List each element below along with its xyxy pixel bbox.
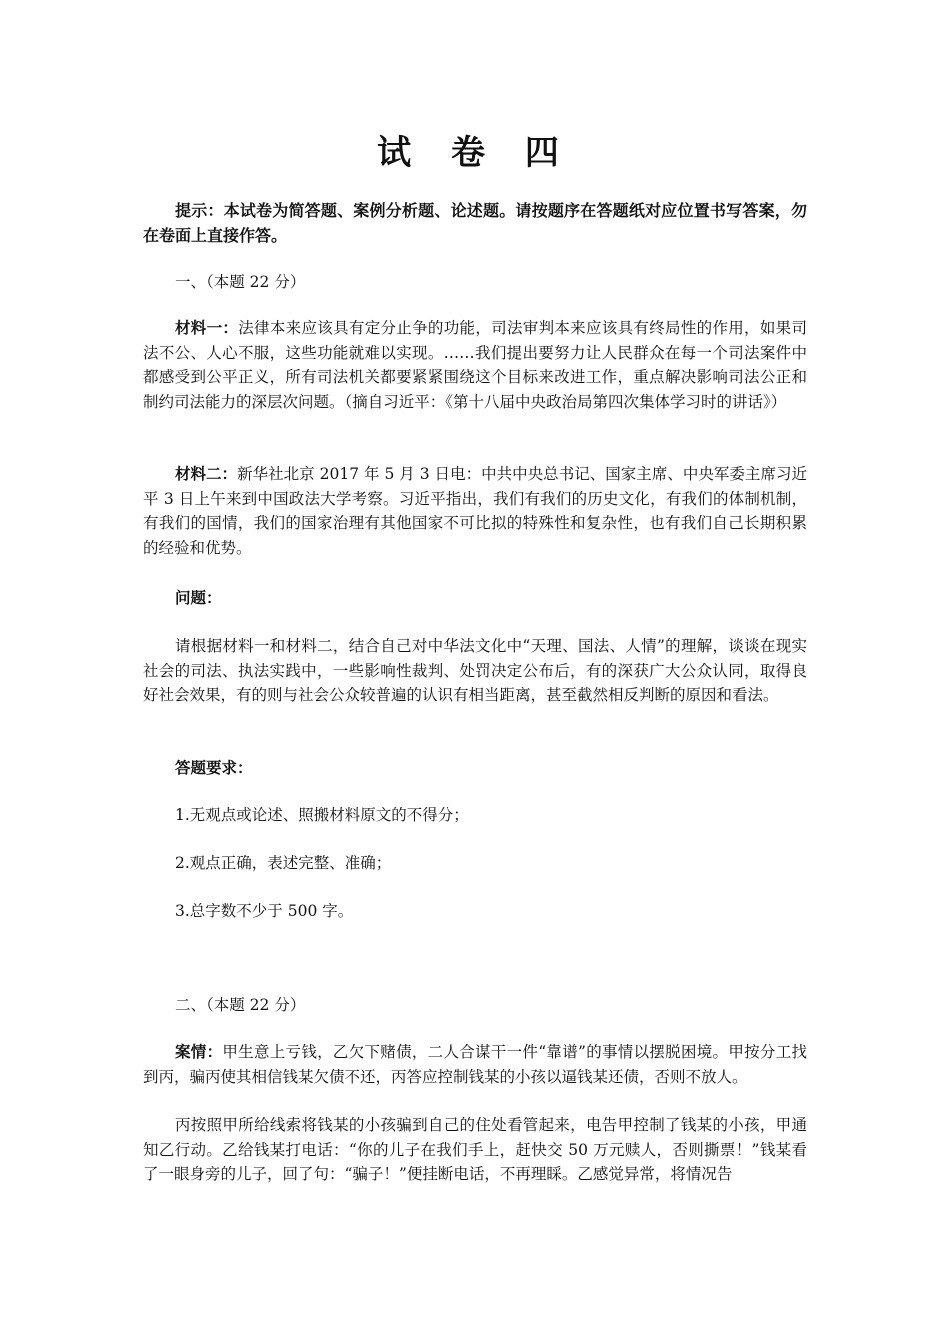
material-two bbox=[143, 462, 807, 560]
case-body: 甲生意上亏钱，乙欠下赌债，二人合谋干一件“靠谱”的事情以摆脱困境。甲按分工找到丙，骗丙使其相信钱某欠债不还，丙答应控制钱某的小孩以逼钱某还债，否则不放人。 bbox=[143, 1043, 807, 1086]
requirement-item: 3.总字数不少于 500 字。 bbox=[175, 902, 354, 920]
material-two-label: 材料二： bbox=[175, 465, 238, 483]
material-one-label: 材料一： bbox=[175, 319, 239, 337]
page-title: 试 卷 四 bbox=[377, 133, 573, 173]
case-paragraph-2: 丙按照甲所给线索将钱某的小孩骗到自己的住处看管起来，电告甲控制了钱某的小孩，甲通知乙行动。乙给钱某打电话：“你的儿子在我们手上，赶快交 50 万元赎人，否则撕票！”钱某看了一眼身旁的儿子，回了句：“骗子！”便挂断电话，不再理睬。乙感觉异常，将情况告 bbox=[143, 1116, 807, 1183]
q1-heading: 一、（本题 22 分） bbox=[175, 273, 306, 291]
hint-text: 提示：本试卷为简答题、案例分析题、论述题。请按题序在答题纸对应位置书写答案，勿在卷面上直接作答。 bbox=[143, 201, 807, 245]
requirements-label: 答题要求： bbox=[175, 759, 253, 777]
question-label: 问题： bbox=[175, 589, 222, 607]
requirement-item: 2.观点正确，表述完整、准确； bbox=[175, 854, 392, 872]
material-one-text: 法律本来应该具有定分止争的功能，司法审判本来应该具有终局性的作用，如果司法不公、人心不服，这些功能就难以实现。……我们提出要努力让人民群众在每一个司法案件中都感受到公平正义，所有司法机关都要紧紧围绕这个目标来改进工作，重点解决影响司法公正和制约司法能力的深层次问题。（摘自习近平：《第十八届中央政治局第四次集体学习时的讲话》） bbox=[143, 319, 807, 411]
case-text bbox=[143, 1040, 807, 1089]
requirement-item: 1.无观点或论述、照搬材料原文的不得分； bbox=[175, 806, 469, 824]
q2-heading: 二、（本题 22 分） bbox=[175, 996, 306, 1014]
material-one bbox=[143, 316, 807, 414]
material-two-text: 新华社北京 2017 年 5 月 3 日电：中共中央总书记、国家主席、中央军委主席习近平 3 日上午来到中国政法大学考察。习近平指出，我们有我们的历史文化，有我们的体制机制，有我们的国情，我们的国家治理有其他国家不可比拟的特殊性和复杂性，也有我们自己长期积累的经验和优势。 bbox=[143, 465, 807, 557]
case-label: 案情： bbox=[175, 1043, 223, 1061]
question-text: 请根据材料一和材料二，结合自己对中华法文化中“天理、国法、人情”的理解，谈谈在现实社会的司法、执法实践中，一些影响性裁判、处罚决定公布后，有的深获广大公众认同，取得良好社会效果，有的则与社会公众较普遍的认识有相当距离，甚至截然相反判断的原因和看法。 bbox=[143, 637, 807, 704]
